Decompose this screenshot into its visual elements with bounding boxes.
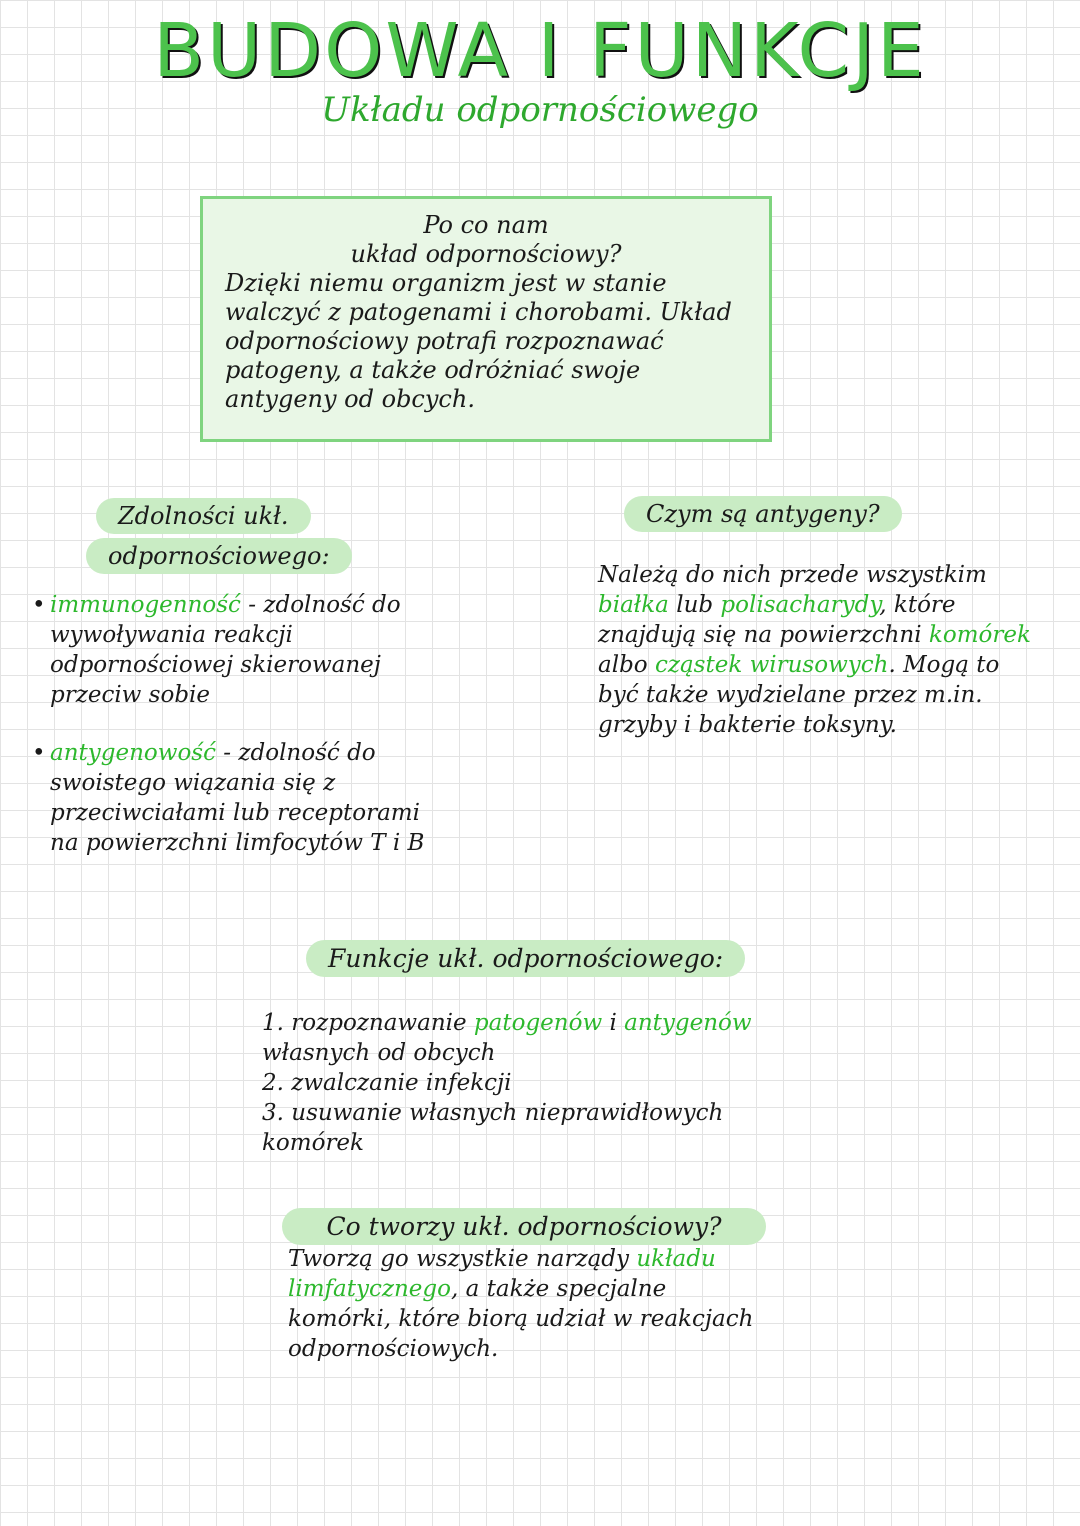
page-subtitle: Układu odpornościowego: [321, 90, 759, 130]
function-item-1: [262, 1008, 802, 1068]
bullet-icon: •: [32, 592, 46, 618]
function-item-3: 3. usuwanie własnych nieprawidłowych komórek: [262, 1100, 724, 1156]
antigens-term: cząstek wirusowych: [654, 652, 889, 678]
ability-item-antigenicity: [32, 738, 430, 858]
abilities-heading-line2: odpornościowego:: [86, 538, 352, 574]
function-term: antygenów: [624, 1010, 752, 1036]
ability-desc: - zdolność do wywoływania reakcji odpornościowej skierowanej przeciw sobie: [50, 592, 401, 708]
composition-text: [288, 1244, 758, 1364]
antigens-text-part: lub: [668, 592, 721, 618]
composition-text-part: , a także specjalne komórki, które biorą udział w reakcjach odpornościowych.: [288, 1276, 754, 1362]
antigens-text-part: , które znajdują się na powierzchni: [598, 592, 956, 648]
abilities-heading-line1: Zdolności ukł.: [96, 498, 311, 534]
composition-text-part: Tworzą go wszystkie narządy: [288, 1246, 637, 1272]
function-text: własnych od obcych: [262, 1040, 496, 1066]
intro-question-line2: układ odpornościowy?: [350, 240, 622, 268]
function-text: 1. rozpoznawanie: [262, 1010, 474, 1036]
intro-text: Dzięki niemu organizm jest w stanie walczyć z patogenami i chorobami. Układ odpornościowy potrafi rozpoznawać patogeny, a także odróżniać swoje antygeny od obcych.: [225, 269, 732, 413]
ability-term: antygenowość: [50, 740, 216, 766]
abilities-heading: [86, 498, 336, 574]
antigens-text: [598, 560, 1038, 740]
antigens-text-part: albo: [598, 652, 655, 678]
bullet-icon: •: [32, 740, 46, 766]
intro-box: [200, 196, 772, 442]
composition-term: układu limfatycznego: [288, 1246, 716, 1302]
function-item-2: 2. zwalczanie infekcji: [262, 1070, 512, 1096]
antigens-text-part: Należą do nich przede wszystkim: [598, 562, 987, 588]
function-text: i: [602, 1010, 625, 1036]
antigens-term: białka: [598, 592, 669, 618]
ability-item-immunogenicity: [32, 590, 470, 710]
antigens-term: komórek: [928, 622, 1031, 648]
intro-question-line1: Po co nam: [423, 211, 549, 239]
ability-term: immunogenność: [50, 592, 241, 618]
functions-list: [262, 1008, 802, 1158]
composition-heading: Co tworzy ukł. odpornościowy?: [282, 1208, 766, 1245]
function-term: patogenów: [473, 1010, 603, 1036]
functions-heading: Funkcje ukł. odpornościowego:: [306, 940, 745, 977]
ability-desc: - zdolność do swoistego wiązania się z przeciwciałami lub receptorami na powierzchni limfocytów T i B: [50, 740, 425, 856]
antigens-heading: Czym są antygeny?: [624, 496, 902, 532]
antigens-term: polisacharydy: [720, 592, 880, 618]
page-title: BUDOWA I FUNKCJE: [153, 8, 927, 94]
antigens-text-part: . Mogą to być także wydzielane przez m.in. grzyby i bakterie toksyny.: [598, 652, 1000, 738]
